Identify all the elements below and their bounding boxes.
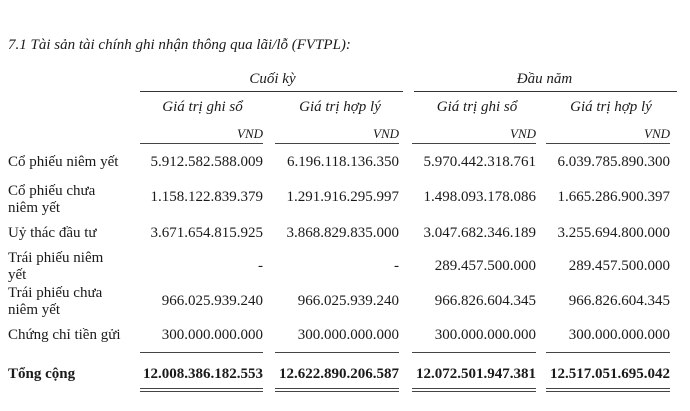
table-cell: 3.671.654.815.925 [150, 225, 263, 241]
group-header-end-of-period: Cuối kỳ [249, 71, 296, 87]
total-cell: 12.072.501.947.381 [416, 366, 536, 382]
total-label: Tổng cộng [8, 366, 76, 382]
currency-label: VND [510, 126, 536, 141]
table-cell: 1.498.093.178.086 [423, 189, 536, 205]
table-cell: 966.025.939.240 [161, 293, 263, 309]
group-underline [414, 91, 677, 92]
currency-label: VND [644, 126, 670, 141]
table-cell: 300.000.000.000 [568, 327, 670, 343]
total-cell: 12.517.051.695.042 [550, 366, 670, 382]
table-cell: 300.000.000.000 [161, 327, 263, 343]
table-cell: 289.457.500.000 [568, 258, 670, 274]
table-cell: 289.457.500.000 [434, 258, 536, 274]
table-cell: 1.665.286.900.397 [557, 189, 670, 205]
table-cell: 3.868.829.835.000 [286, 225, 399, 241]
total-bottom-rule [546, 391, 670, 392]
table-cell: 5.912.582.588.009 [150, 154, 263, 170]
total-cell: 12.622.890.206.587 [279, 366, 399, 382]
row-label: Cổ phiếu niêm yết [8, 154, 119, 170]
total-top-rule [412, 352, 536, 353]
row-label: niêm yết [8, 302, 61, 318]
column-header: Giá trị hợp lý [570, 99, 652, 115]
row-label: Uỷ thác đầu tư [8, 225, 97, 241]
row-label: Trái phiếu chưa [8, 285, 103, 301]
column-header: Giá trị hợp lý [299, 99, 381, 115]
total-bottom-rule [275, 388, 399, 389]
header-underline [140, 143, 263, 144]
total-top-rule [546, 352, 670, 353]
total-top-rule [275, 352, 399, 353]
table-cell: 966.826.604.345 [568, 293, 670, 309]
table-cell: 1.158.122.839.379 [150, 189, 263, 205]
table-cell: 5.970.442.318.761 [423, 154, 536, 170]
total-top-rule [140, 352, 263, 353]
row-label: Cổ phiếu chưa [8, 183, 96, 199]
table-cell: 966.826.604.345 [434, 293, 536, 309]
currency-label: VND [237, 126, 263, 141]
total-bottom-rule [140, 391, 263, 392]
total-bottom-rule [412, 388, 536, 389]
group-header-start-of-year: Đầu năm [516, 71, 573, 87]
column-header: Giá trị ghi sổ [162, 99, 243, 115]
table-cell: - [394, 258, 399, 274]
table-cell: 966.025.939.240 [297, 293, 399, 309]
table-cell: 300.000.000.000 [434, 327, 536, 343]
total-bottom-rule [412, 391, 536, 392]
column-header: Giá trị ghi sổ [436, 99, 518, 115]
table-cell: 1.291.916.295.997 [286, 189, 399, 205]
table-cell: 3.047.682.346.189 [423, 225, 536, 241]
total-bottom-rule [275, 391, 399, 392]
row-label: niêm yết [8, 200, 61, 216]
header-underline [412, 143, 536, 144]
row-label: Trái phiếu niêm [8, 250, 104, 266]
header-underline [546, 143, 670, 144]
currency-label: VND [373, 126, 399, 141]
header-underline [275, 143, 399, 144]
group-underline [140, 91, 403, 92]
table-cell: - [258, 258, 263, 274]
row-label: Chứng chỉ tiền gửi [8, 327, 121, 343]
table-cell: 6.196.118.136.350 [287, 154, 399, 170]
row-label: yết [8, 267, 27, 283]
total-cell: 12.008.386.182.553 [143, 366, 263, 382]
section-title: 7.1 Tài sản tài chính ghi nhận thông qua lãi/lỗ (FVTPL): [8, 37, 351, 53]
total-bottom-rule [140, 388, 263, 389]
table-cell: 6.039.785.890.300 [557, 154, 670, 170]
total-bottom-rule [546, 388, 670, 389]
table-cell: 300.000.000.000 [297, 327, 399, 343]
table-cell: 3.255.694.800.000 [557, 225, 670, 241]
